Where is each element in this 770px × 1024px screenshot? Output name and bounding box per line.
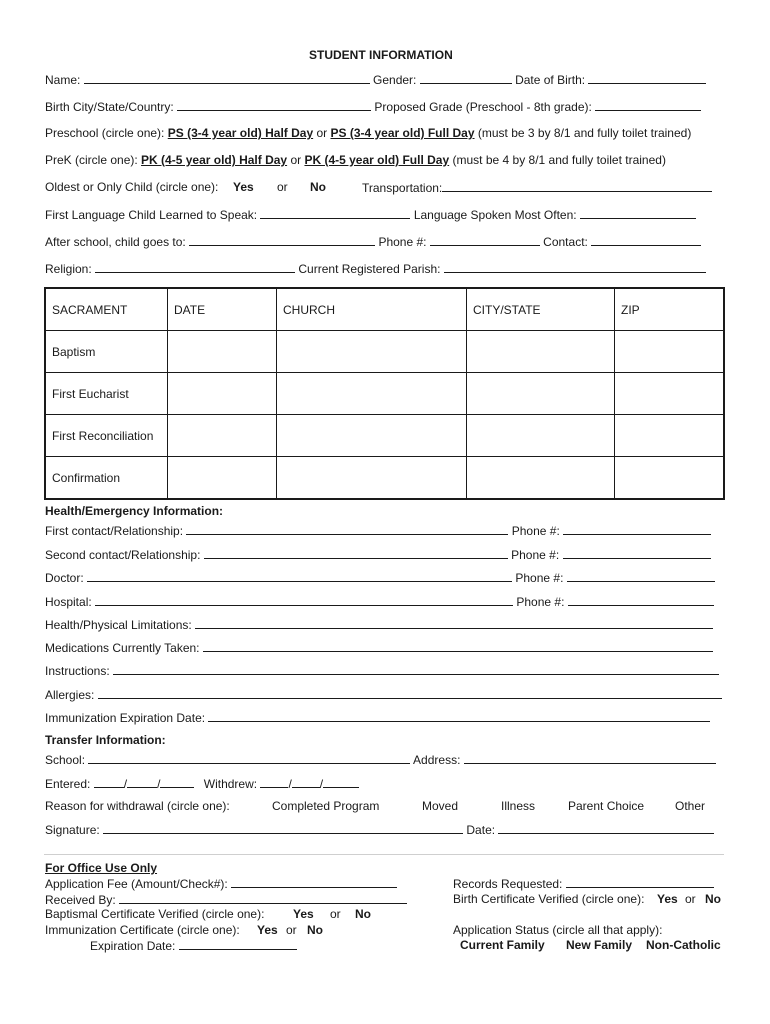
name-field[interactable] bbox=[84, 72, 370, 84]
form-title: STUDENT INFORMATION bbox=[309, 48, 453, 62]
church-cell[interactable] bbox=[277, 415, 467, 457]
immunization-field[interactable] bbox=[208, 710, 710, 722]
doctor-phone-field[interactable] bbox=[567, 570, 715, 582]
allergies-row bbox=[45, 687, 722, 702]
health-heading: Health/Emergency Information: bbox=[45, 504, 224, 518]
after-school-label: After school, child goes to: bbox=[45, 235, 186, 249]
table-row bbox=[45, 457, 724, 500]
signature-label: Signature: bbox=[45, 823, 100, 837]
parish-field[interactable] bbox=[444, 261, 706, 273]
birth-cert-yes-option[interactable]: Yes bbox=[657, 892, 678, 906]
first-contact-field[interactable] bbox=[186, 523, 508, 535]
dob-label: Date of Birth: bbox=[515, 73, 586, 87]
birth-cert-no-option[interactable]: No bbox=[705, 892, 721, 906]
medications-label: Medications Currently Taken: bbox=[45, 641, 200, 655]
reason-illness-option[interactable]: Illness bbox=[501, 799, 536, 813]
grade-field[interactable] bbox=[595, 99, 701, 111]
sacrament-first-eucharist: First Eucharist bbox=[45, 373, 168, 415]
received-by-label: Received By: bbox=[45, 893, 116, 907]
fee-row bbox=[45, 876, 397, 891]
preschool-full-option[interactable]: PS (3-4 year old) Full Day bbox=[330, 126, 475, 140]
limitations-label: Health/Physical Limitations: bbox=[45, 618, 192, 632]
prek-row bbox=[45, 153, 666, 167]
signature-date-field[interactable] bbox=[498, 822, 714, 834]
zip-cell[interactable] bbox=[615, 415, 725, 457]
or-text: or bbox=[277, 180, 288, 194]
signature-field[interactable] bbox=[103, 822, 463, 834]
reason-other-option[interactable]: Other bbox=[675, 799, 706, 813]
sacrament-first-reconciliation: First Reconciliation bbox=[45, 415, 168, 457]
entered-month[interactable] bbox=[94, 776, 124, 788]
preschool-row bbox=[45, 126, 691, 140]
religion-field[interactable] bbox=[95, 261, 295, 273]
birth-place-label: Birth City/State/Country: bbox=[45, 100, 174, 114]
sacrament-baptism: Baptism bbox=[45, 331, 168, 373]
table-row bbox=[45, 373, 724, 415]
signature-row bbox=[45, 822, 714, 837]
expiration-row bbox=[90, 938, 297, 953]
entered-year[interactable] bbox=[160, 776, 194, 788]
birth-place-field[interactable] bbox=[177, 99, 371, 111]
oldest-yes-option[interactable]: Yes bbox=[233, 180, 254, 194]
immunization-label: Immunization Expiration Date: bbox=[45, 711, 206, 725]
zip-cell[interactable] bbox=[615, 331, 725, 373]
records-row bbox=[453, 876, 714, 891]
header-zip: ZIP bbox=[615, 288, 725, 331]
zip-cell[interactable] bbox=[615, 457, 725, 500]
expiration-field[interactable] bbox=[179, 938, 297, 950]
immunization-row bbox=[45, 710, 710, 725]
records-label: Records Requested: bbox=[453, 877, 563, 891]
reason-parent-choice-option[interactable]: Parent Choice bbox=[568, 799, 645, 813]
instructions-row bbox=[45, 663, 719, 678]
preschool-half-option[interactable]: PS (3-4 year old) Half Day bbox=[167, 126, 314, 140]
hospital-label: Hospital: bbox=[45, 595, 92, 609]
birth-cert-label: Birth Certificate Verified (circle one): bbox=[453, 892, 645, 906]
reason-completed-option[interactable]: Completed Program bbox=[272, 799, 380, 813]
date-cell[interactable] bbox=[168, 373, 277, 415]
withdrew-day[interactable] bbox=[292, 776, 320, 788]
header-date: DATE bbox=[168, 288, 277, 331]
transport-field[interactable] bbox=[442, 180, 712, 192]
contact-field[interactable] bbox=[591, 234, 701, 246]
name-label: Name: bbox=[45, 73, 81, 87]
immunization-cert-label: Immunization Certificate (circle one): bbox=[45, 923, 240, 937]
language-often-label: Language Spoken Most Often: bbox=[413, 208, 577, 222]
first-contact-label: First contact/Relationship: bbox=[45, 524, 184, 538]
city-state-cell[interactable] bbox=[467, 331, 615, 373]
religion-row bbox=[45, 261, 706, 276]
instructions-label: Instructions: bbox=[45, 664, 110, 678]
school-field[interactable] bbox=[88, 752, 410, 764]
prek-full-option[interactable]: PK (4-5 year old) Full Day bbox=[304, 153, 450, 167]
entered-label: Entered: bbox=[45, 777, 91, 791]
instructions-field[interactable] bbox=[113, 663, 719, 675]
allergies-field[interactable] bbox=[98, 687, 722, 699]
limitations-field[interactable] bbox=[195, 617, 713, 629]
grade-label: Proposed Grade (Preschool - 8th grade): bbox=[374, 100, 592, 114]
status-current-family-option[interactable]: Current Family bbox=[460, 938, 545, 952]
doctor-field[interactable] bbox=[87, 570, 512, 582]
header-sacrament: SACRAMENT bbox=[45, 288, 168, 331]
language-row bbox=[45, 207, 696, 222]
parish-label: Current Registered Parish: bbox=[298, 262, 441, 276]
or-text: or bbox=[685, 892, 696, 906]
city-state-cell[interactable] bbox=[467, 415, 615, 457]
second-contact-field[interactable] bbox=[204, 547, 508, 559]
first-language-field[interactable] bbox=[260, 207, 410, 219]
school-row bbox=[45, 752, 716, 767]
or-text: or bbox=[286, 923, 297, 937]
oldest-label: Oldest or Only Child (circle one): bbox=[45, 180, 219, 194]
baptismal-label: Baptismal Certificate Verified (circle one): bbox=[45, 907, 265, 921]
withdrew-year[interactable] bbox=[323, 776, 359, 788]
immunization-no-option[interactable]: No bbox=[307, 923, 323, 937]
doctor-label: Doctor: bbox=[45, 571, 84, 585]
name-row bbox=[45, 72, 706, 87]
oldest-no-option[interactable]: No bbox=[310, 180, 326, 194]
medications-row bbox=[45, 640, 713, 655]
withdrew-label: Withdrew: bbox=[203, 777, 258, 791]
withdrew-month[interactable] bbox=[260, 776, 288, 788]
gender-label: Gender: bbox=[373, 73, 417, 87]
immunization-yes-option[interactable]: Yes bbox=[257, 923, 278, 937]
city-state-cell[interactable] bbox=[467, 457, 615, 500]
after-school-field[interactable] bbox=[189, 234, 375, 246]
church-cell[interactable] bbox=[277, 331, 467, 373]
divider bbox=[44, 854, 724, 855]
church-cell[interactable] bbox=[277, 457, 467, 500]
language-often-field[interactable] bbox=[580, 207, 696, 219]
header-city-state: CITY/STATE bbox=[467, 288, 615, 331]
religion-label: Religion: bbox=[45, 262, 92, 276]
second-contact-label: Second contact/Relationship: bbox=[45, 548, 201, 562]
sacrament-confirmation: Confirmation bbox=[45, 457, 168, 500]
or-text: or bbox=[316, 126, 328, 140]
contact-label: Contact: bbox=[543, 235, 588, 249]
limitations-row bbox=[45, 617, 713, 632]
hospital-row bbox=[45, 594, 714, 609]
allergies-label: Allergies: bbox=[45, 688, 95, 702]
fee-field[interactable] bbox=[231, 876, 397, 888]
hospital-phone-field[interactable] bbox=[568, 594, 714, 606]
status-label: Application Status (circle all that apply): bbox=[453, 923, 663, 937]
transport-row bbox=[362, 180, 712, 195]
hospital-field[interactable] bbox=[95, 594, 513, 606]
prek-half-option[interactable]: PK (4-5 year old) Half Day bbox=[141, 153, 288, 167]
phone-label: Phone #: bbox=[511, 548, 560, 562]
address-label: Address: bbox=[413, 753, 461, 767]
preschool-note: (must be 3 by 8/1 and fully toilet trained) bbox=[477, 126, 692, 140]
birth-row bbox=[45, 99, 701, 114]
phone-field[interactable] bbox=[430, 234, 540, 246]
table-row bbox=[45, 415, 724, 457]
prek-note: (must be 4 by 8/1 and fully toilet trained) bbox=[452, 153, 666, 167]
address-field[interactable] bbox=[464, 752, 716, 764]
doctor-row bbox=[45, 570, 715, 585]
second-contact-phone-field[interactable] bbox=[563, 547, 711, 559]
baptismal-yes-option[interactable]: Yes bbox=[293, 907, 314, 921]
first-contact-phone-field[interactable] bbox=[563, 523, 711, 535]
second-contact-row bbox=[45, 547, 711, 562]
sacrament-table bbox=[44, 287, 725, 500]
baptismal-no-option[interactable]: No bbox=[355, 907, 371, 921]
date-label: Date: bbox=[466, 823, 496, 837]
records-field[interactable] bbox=[566, 876, 714, 888]
phone-label: Phone #: bbox=[511, 524, 560, 538]
date-cell[interactable] bbox=[168, 457, 277, 500]
fee-label: Application Fee (Amount/Check#): bbox=[45, 877, 228, 891]
church-cell[interactable] bbox=[277, 373, 467, 415]
zip-cell[interactable] bbox=[615, 373, 725, 415]
first-contact-row bbox=[45, 523, 711, 538]
received-row bbox=[45, 892, 407, 907]
phone-label: Phone #: bbox=[516, 595, 565, 609]
dob-field[interactable] bbox=[588, 72, 706, 84]
office-heading: For Office Use Only bbox=[45, 861, 158, 875]
status-new-family-option[interactable]: New Family bbox=[566, 938, 633, 952]
gender-field[interactable] bbox=[420, 72, 512, 84]
city-state-cell[interactable] bbox=[467, 373, 615, 415]
school-label: School: bbox=[45, 753, 86, 767]
after-school-row bbox=[45, 234, 701, 249]
transport-label: Transportation: bbox=[362, 181, 443, 195]
expiration-label: Expiration Date: bbox=[90, 939, 176, 953]
header-church: CHURCH bbox=[277, 288, 467, 331]
phone-label: Phone #: bbox=[378, 235, 427, 249]
entered-row: Entered: / / Withdrew: / / bbox=[45, 776, 359, 791]
status-non-catholic-option[interactable]: Non-Catholic bbox=[646, 938, 721, 952]
entered-day[interactable] bbox=[127, 776, 157, 788]
or-text: or bbox=[330, 907, 341, 921]
date-cell[interactable] bbox=[168, 415, 277, 457]
reason-label: Reason for withdrawal (circle one): bbox=[45, 799, 230, 813]
reason-moved-option[interactable]: Moved bbox=[422, 799, 459, 813]
medications-field[interactable] bbox=[203, 640, 713, 652]
first-language-label: First Language Child Learned to Speak: bbox=[45, 208, 258, 222]
date-cell[interactable] bbox=[168, 331, 277, 373]
table-row bbox=[45, 331, 724, 373]
transfer-heading: Transfer Information: bbox=[45, 733, 166, 747]
phone-label: Phone #: bbox=[515, 571, 564, 585]
prek-label: PreK (circle one): bbox=[45, 153, 138, 167]
or-text: or bbox=[290, 153, 302, 167]
received-by-field[interactable] bbox=[119, 892, 407, 904]
preschool-label: Preschool (circle one): bbox=[45, 126, 165, 140]
table-header-row bbox=[45, 288, 724, 331]
